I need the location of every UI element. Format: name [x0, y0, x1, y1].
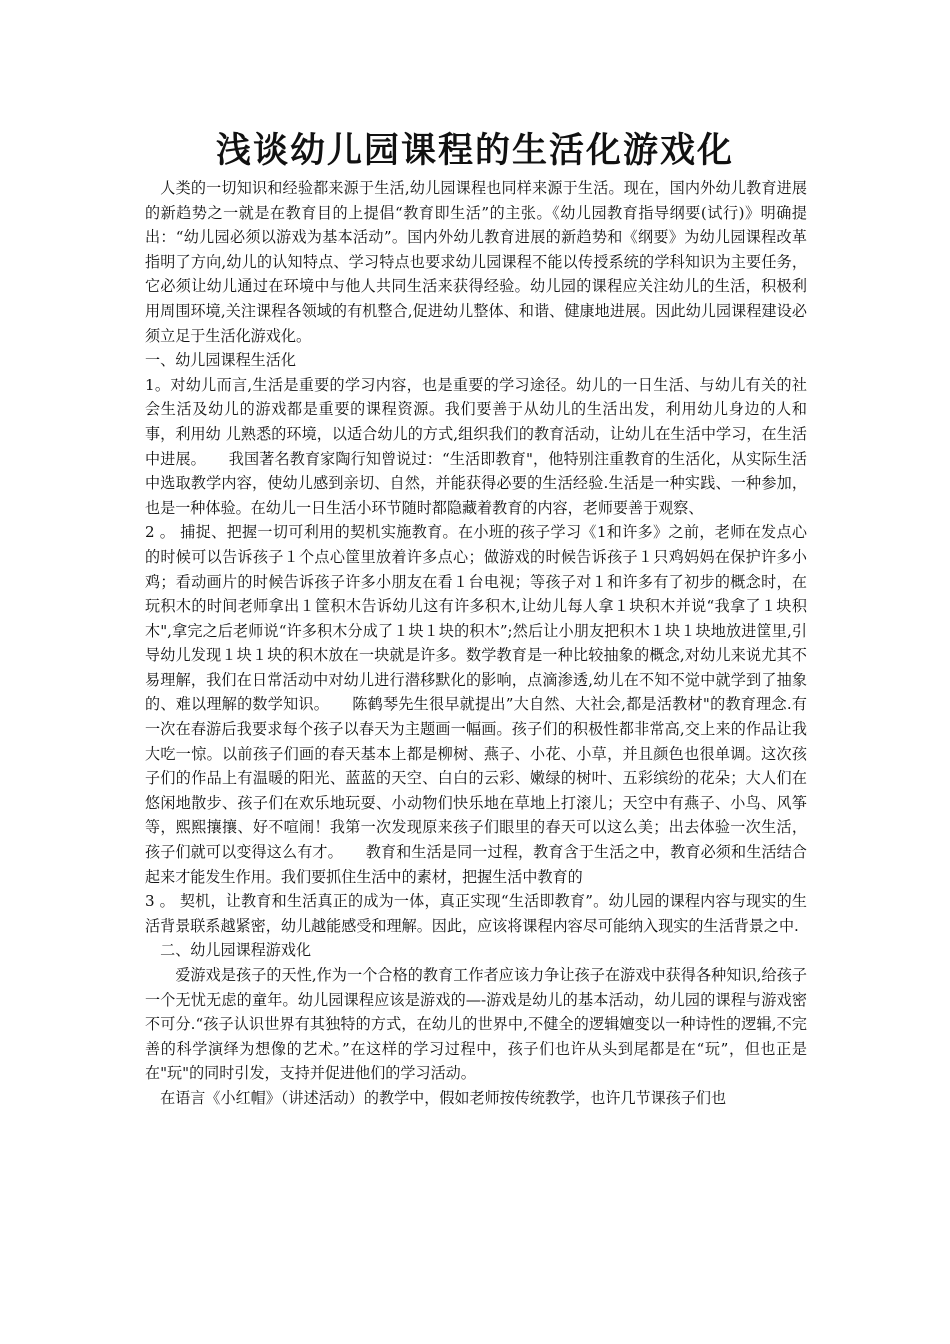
paragraph-point-3: 3 。 契机，让教育和生活真正的成为一体，真正实现“生活即教育”。幼儿园的课程内容与现实的生活背景联系越紧密，幼儿越能感受和理解。因此，应该将课程内容尽可能纳入现实的生活背景之中. — [145, 892, 807, 935]
paragraph-point-1: 1。对幼儿而言,生活是重要的学习内容，也是重要的学习途径。幼儿的一日生活、与幼儿有关的社会生活及幼儿的游戏都是重要的课程资源。我们要善于从幼儿的生活出发，利用幼儿身边的人和事，利用幼 儿熟悉的环境，以适合幼儿的方式,组织我们的教育活动，让幼儿在生活中学习，在生活中进展。 我国著名教育家陶行知曾说过：“生活即教育"，他特别注重教育的生活化，从实际生活中选取教学内容，使幼儿感到亲切、自然，并能获得必要的生活经验.生活是一种实践、一种参加，也是一种体验。在幼儿一日生活小环节随时都隐藏着教育的内容，老师要善于观察、 — [145, 375, 807, 517]
paragraph-game-intro: 爱游戏是孩子的天性,作为一个合格的教育工作者应该力争让孩子在游戏中获得各种知识,给孩子一个无忧无虑的童年。幼儿园课程应该是游戏的—-游戏是幼儿的基本活动，幼儿园的课程与游戏密不可分.“孩子认识世界有其独特的方式，在幼儿的世界中,不健全的逻辑嬗变以一种诗性的逻辑,不完善的科学演绎为想像的艺术。”在这样的学习过程中，孩子们也许从头到尾都是在“玩”，但也正是在"玩"的同时引发，支持并促进他们的学习活动。 — [145, 966, 807, 1083]
document-body — [145, 176, 807, 1111]
section-heading-game: 二、幼儿园课程游戏化 — [145, 941, 312, 960]
paragraph-red-riding-hood: 在语言《小红帽》（讲述活动）的教学中，假如老师按传统教学，也许几节课孩子们也 — [145, 1088, 727, 1107]
document-title: 浅谈幼儿园课程的生活化游戏化 — [215, 130, 734, 171]
paragraph-intro: 人类的一切知识和经验都来源于生活,幼儿园课程也同样来源于生活。现在，国内外幼儿教育进展的新趋势之一就是在教育目的上提倡“教育即生活”的主张。《幼儿园教育指导纲要(试行)》明确提出：“幼儿园必须以游戏为基本活动”。国内外幼儿教育进展的新趋势和《纲要》为幼儿园课程改革指明了方向,幼儿的认知特点、学习特点也要求幼儿园课程不能以传授系统的学科知识为主要任务，它必须让幼儿通过在环境中与他人共同生活来获得经验。幼儿园的课程应关注幼儿的生活，积极利用周围环境,关注课程各领域的有机整合,促进幼儿整体、和谐、健康地进展。因此幼儿园课程建设必须立足于生活化游戏化。 — [145, 179, 807, 345]
section-heading-life: 一、幼儿园课程生活化 — [145, 351, 296, 370]
paragraph-point-2: 2 。 捕捉、把握一切可利用的契机实施教育。在小班的孩子学习《1和许多》之前，老师在发点心的时候可以告诉孩子１个点心筐里放着许多点心；做游戏的时候告诉孩子１只鸡妈妈在保护许多小鸡；看动画片的时候告诉孩子许多小朋友在看１台电视；等孩子对１和许多有了初步的概念时，在玩积木的时间老师拿出１筐积木告诉幼儿这有许多积木,让幼儿每人拿１块积木并说“我拿了１块积木",拿完之后老师说“许多积木分成了１块１块的积木”;然后让小朋友把积木１块１块地放进筐里,引导幼儿发现１块１块的积木放在一块就是许多。数学教育是一种比较抽象的概念,对幼儿来说尤其不易理解，我们在日常活动中对幼儿进行潜移默化的影响，点滴渗透,幼儿在不知不觉中就学到了抽象的、难以理解的数学知识。 陈鹤琴先生很早就提出”大自然、大社会,都是活教材"的教育理念.有一次在春游后我要求每个孩子以春天为主题画一幅画。孩子们的积极性都非常高,交上来的作品让我大吃一惊。以前孩子们画的春天基本上都是柳树、燕子、小花、小草，并且颜色也很单调。这次孩子们的作品上有温暖的阳光、蓝蓝的天空、白白的云彩、嫩绿的树叶、五彩缤纷的花朵；大人们在悠闲地散步、孩子们在欢乐地玩耍、小动物们快乐地在草地上打滚儿；天空中有燕子、小鸟、风筝等，熙熙攘攘、好不喧闹！我第一次发现原来孩子们眼里的春天可以这么美；出去体验一次生活，孩子们就可以变得这么有才。 教育和生活是同一过程，教育含于生活之中，教育必须和生活结合起来才能发生作用。我们要抓住生活中的素材，把握生活中教育的 — [145, 523, 807, 886]
